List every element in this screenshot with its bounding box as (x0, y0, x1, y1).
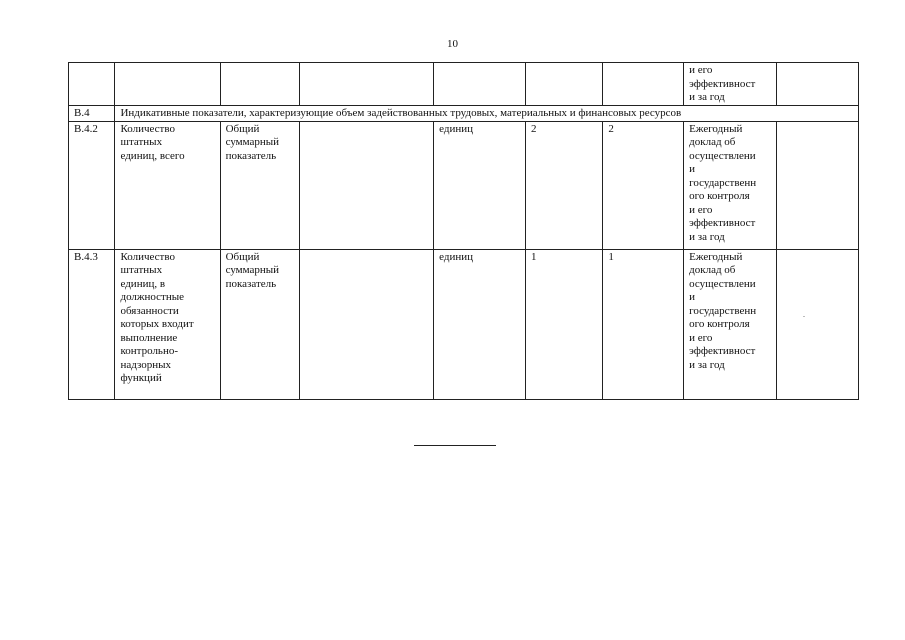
end-of-document-rule (414, 445, 496, 446)
cell-unit (434, 63, 526, 106)
cell-extra (777, 63, 859, 106)
indicators-table (68, 62, 859, 400)
continuation-row (69, 63, 859, 106)
cell-name (115, 63, 220, 106)
cell-type (220, 63, 300, 106)
cell-extra (777, 249, 859, 399)
cell-type: Общий суммарный показатель (220, 249, 300, 399)
section-row (69, 106, 859, 122)
cell-unit: единиц (434, 249, 526, 399)
cell-formula (300, 249, 434, 399)
cell-type: Общий суммарный показатель (220, 121, 300, 249)
cell-value-b: 2 (603, 121, 684, 249)
cell-value-b (603, 63, 684, 106)
section-title: Индикативные показатели, характеризующие объем задействованных трудовых, материальных и финансовых ресурсов (115, 106, 859, 122)
cell-value-a: 2 (525, 121, 602, 249)
scan-speck (803, 316, 805, 317)
cell-value-b: 1 (603, 249, 684, 399)
table-row (69, 249, 859, 399)
cell-report: Ежегодный доклад об осуществлени и государственн ого контроля и его эффективност и за год (684, 121, 777, 249)
cell-name: Количество штатных единиц, в должностные обязанности которых входит выполнение контрольно- надзорных функций (115, 249, 220, 399)
page-number: 10 (447, 38, 458, 50)
cell-value-a: 1 (525, 249, 602, 399)
section-code: B.4 (69, 106, 115, 122)
cell-report: и его эффективност и за год (684, 63, 777, 106)
cell-unit: единиц (434, 121, 526, 249)
cell-value-a (525, 63, 602, 106)
cell-formula (300, 63, 434, 106)
cell-code: B.4.2 (69, 121, 115, 249)
cell-code (69, 63, 115, 106)
cell-code: B.4.3 (69, 249, 115, 399)
table-row (69, 121, 859, 249)
cell-name: Количество штатных единиц, всего (115, 121, 220, 249)
cell-report: Ежегодный доклад об осуществлени и государственн ого контроля и его эффективност и за год (684, 249, 777, 399)
cell-extra (777, 121, 859, 249)
cell-formula (300, 121, 434, 249)
